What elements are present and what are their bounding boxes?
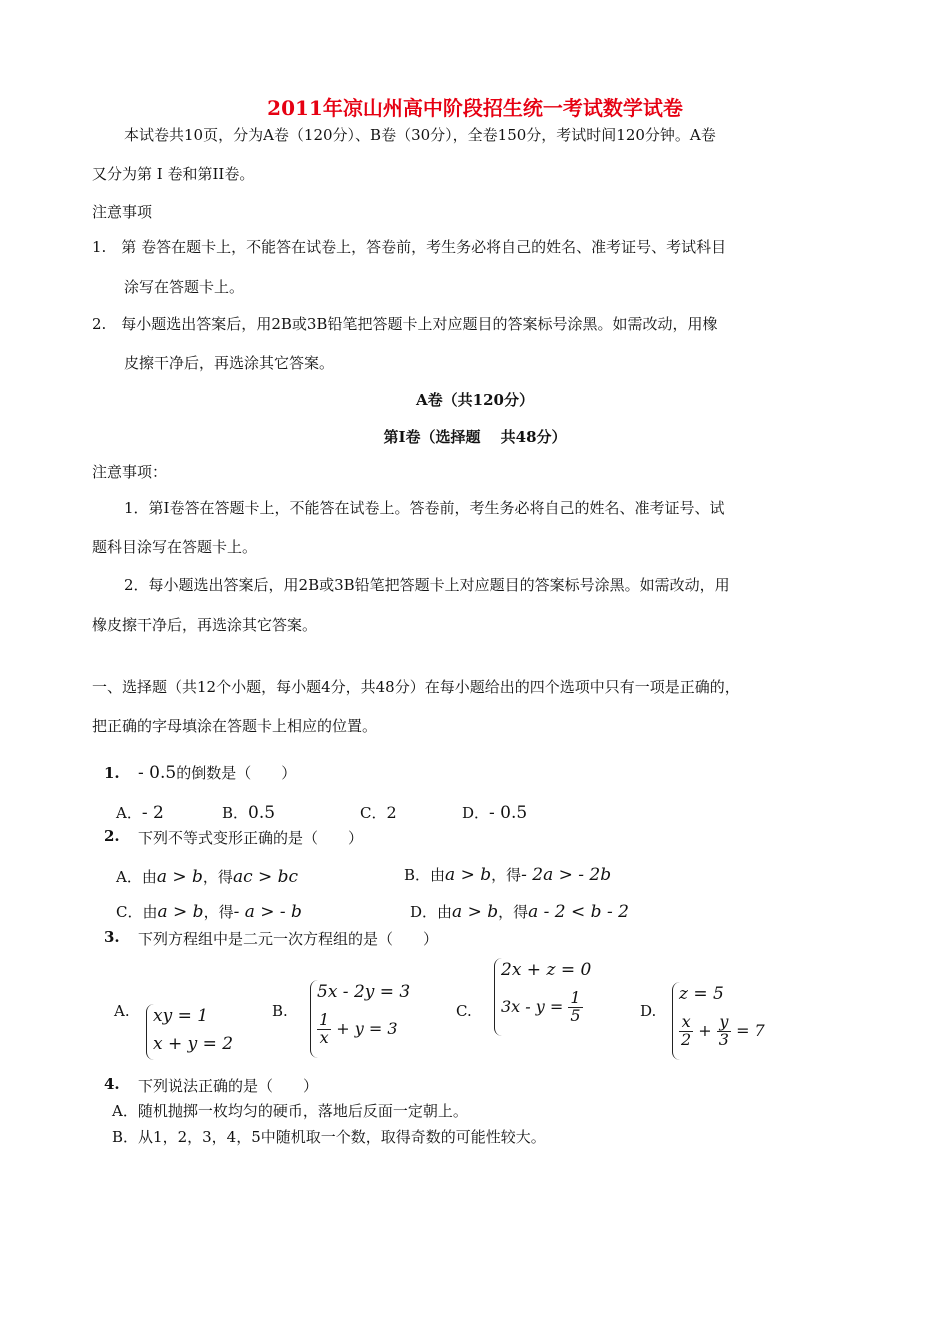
q1-option-d (462, 802, 527, 823)
q4-option-b: B．从1，2，3，4，5中随机取一个数，取得奇数的可能性较大。 (112, 1128, 546, 1146)
q1-expression: - 0.5 (138, 763, 177, 783)
notice-heading: 注意事项 (92, 203, 153, 221)
q3-option-d-eq2-plus: + (698, 1020, 712, 1040)
q1-option-c-label: C． (360, 804, 387, 822)
notice-item-2: 2. 每小题选出答案后，用2B或3B铅笔把答题卡上对应题目的答案标号涂黑。如需改动，用橡 (92, 315, 718, 333)
q3-option-d-eq2-numerator-1: x (679, 1014, 693, 1032)
q3-option-c-eq2-denominator: 5 (570, 1005, 581, 1025)
q1-option-b-value: 0.5 (248, 803, 276, 823)
q2-option-a-result: ac > bc (232, 867, 299, 887)
notice-2-item-2-cont: 橡皮擦干净后，再选涂其它答案。 (92, 616, 318, 634)
q3-option-d-system (672, 982, 769, 1060)
q3-option-b-eq2 (317, 1012, 398, 1047)
q3-option-d-label: D. (640, 1002, 657, 1020)
q3-option-c-eq2 (501, 990, 583, 1025)
q2-option-d-connector: ，得 (498, 903, 529, 921)
intro-line-1: 本试卷共10页，分为A卷（120分）、B卷（30分），全卷150分，考试时间120分钟。A卷 (124, 126, 716, 144)
q1-option-c-value: 2 (386, 803, 397, 822)
q1-option-b-label: B． (222, 804, 249, 822)
q2-option-b-connector: ，得 (491, 866, 522, 884)
q3-option-b-eq2-denominator: x (319, 1027, 329, 1047)
notice-2-item-2: 2．每小题选出答案后，用2B或3B铅笔把答题卡上对应题目的答案标号涂黑。如需改动，用 (124, 576, 730, 594)
q3-option-d-eq2 (679, 1014, 765, 1049)
q3-option-c-eq2-numerator: 1 (570, 988, 581, 1007)
q3-option-d-eq2-rest: = 7 (736, 1020, 765, 1040)
q1-stem (138, 762, 296, 783)
notice-2-item-1: 1．第I卷答在答题卡上，不能答在试卷上。答卷前，考生务必将自己的姓名、准考证号、试 (124, 499, 725, 517)
q2-option-b (404, 864, 611, 885)
section-one-line-1: 一、选择题（共12个小题，每小题4分，共48分）在每小题给出的四个选项中只有一项是正确的， (92, 678, 740, 696)
q2-number: 2. (104, 827, 120, 845)
q2-option-b-result: - 2a > - 2b (521, 865, 612, 885)
q1-option-a-label: A． (116, 804, 142, 822)
q2-option-a-label: A．由 (116, 868, 157, 886)
q2-option-a (116, 866, 298, 887)
q3-option-b-eq2-rest: + y = 3 (336, 1018, 398, 1038)
q1-option-d-value: - 0.5 (489, 803, 528, 823)
q3-option-d-eq2-numerator-2: y (717, 1014, 731, 1032)
q2-text: 下列不等式变形正确的是（ ） (138, 829, 364, 847)
q1-text: 的倒数是（ ） (176, 764, 297, 782)
q4-option-a: A．随机抛掷一枚均匀的硬币，落地后反面一定朝上。 (112, 1102, 468, 1120)
q3-number: 3. (104, 928, 120, 946)
q3-option-d-eq2-denominator-1: 2 (681, 1029, 692, 1049)
q3-option-a-label: A. (114, 1002, 130, 1020)
q1-option-a (116, 802, 164, 823)
notice-item-1: 1. 第 卷答在题卡上，不能答在试卷上，答卷前，考生务必将自己的姓名、准考证号、考试科目 (92, 238, 727, 256)
q3-text: 下列方程组中是二元一次方程组的是（ ） (138, 930, 439, 948)
q3-option-b-system (310, 980, 427, 1058)
q2-option-c-result: - a > - b (233, 902, 302, 922)
page-title: 2011年凉山州高中阶段招生统一考试数学试卷 (267, 96, 683, 120)
q1-option-c (360, 802, 397, 823)
q4-text: 下列说法正确的是（ ） (138, 1077, 319, 1095)
part-one-heading: 第I卷（选择题 共48分） (383, 428, 567, 446)
notice-item-2-cont: 皮擦干净后，再选涂其它答案。 (124, 354, 335, 372)
notice-2-heading: 注意事项： (92, 463, 168, 481)
q1-option-a-value: - 2 (141, 803, 164, 823)
q2-option-c-condition: a > b (157, 902, 204, 922)
q2-option-b-condition: a > b (445, 865, 492, 885)
q2-option-a-connector: ，得 (202, 868, 233, 886)
q2-option-d-label: D．由 (410, 903, 453, 921)
q3-option-b-eq1: 5x - 2y = 3 (317, 982, 411, 1002)
q2-option-c (116, 901, 302, 922)
q3-option-c-eq2-left: 3x - y = (501, 996, 564, 1016)
q3-option-d-eq2-denominator-2: 3 (718, 1029, 729, 1049)
section-one-line-2: 把正确的字母填涂在答题卡上相应的位置。 (92, 717, 378, 735)
q3-option-d-eq1: z = 5 (679, 984, 724, 1004)
q2-option-d (410, 901, 629, 922)
q2-option-c-connector: ，得 (203, 903, 234, 921)
q3-option-c-eq1: 2x + z = 0 (501, 960, 592, 980)
q2-option-d-condition: a > b (452, 902, 499, 922)
q2-option-b-label: B．由 (404, 866, 446, 884)
q2-option-a-condition: a > b (156, 867, 203, 887)
q3-option-b-eq2-numerator: 1 (319, 1010, 330, 1029)
intro-line-2: 又分为第 I 卷和第II卷。 (92, 165, 255, 183)
q3-option-a-system (146, 1004, 243, 1060)
q3-option-a-eq2: x + y = 2 (153, 1034, 234, 1054)
q1-number: 1. (104, 764, 120, 782)
q3-option-c-label: C. (456, 1002, 472, 1020)
notice-item-1-cont: 涂写在答题卡上。 (124, 278, 245, 296)
notice-2-item-1-cont: 题科目涂写在答题卡上。 (92, 538, 258, 556)
q3-option-a-eq1: xy = 1 (153, 1006, 209, 1026)
q1-option-d-label: D． (462, 804, 490, 822)
q2-option-d-result: a - 2 < b - 2 (528, 902, 629, 922)
q3-option-b-label: B. (272, 1002, 288, 1020)
q2-option-c-label: C．由 (116, 903, 158, 921)
section-a-heading: A卷（共120分） (416, 391, 534, 409)
q4-number: 4. (104, 1075, 120, 1093)
q3-option-c-system (494, 958, 601, 1036)
q1-option-b (222, 802, 275, 823)
